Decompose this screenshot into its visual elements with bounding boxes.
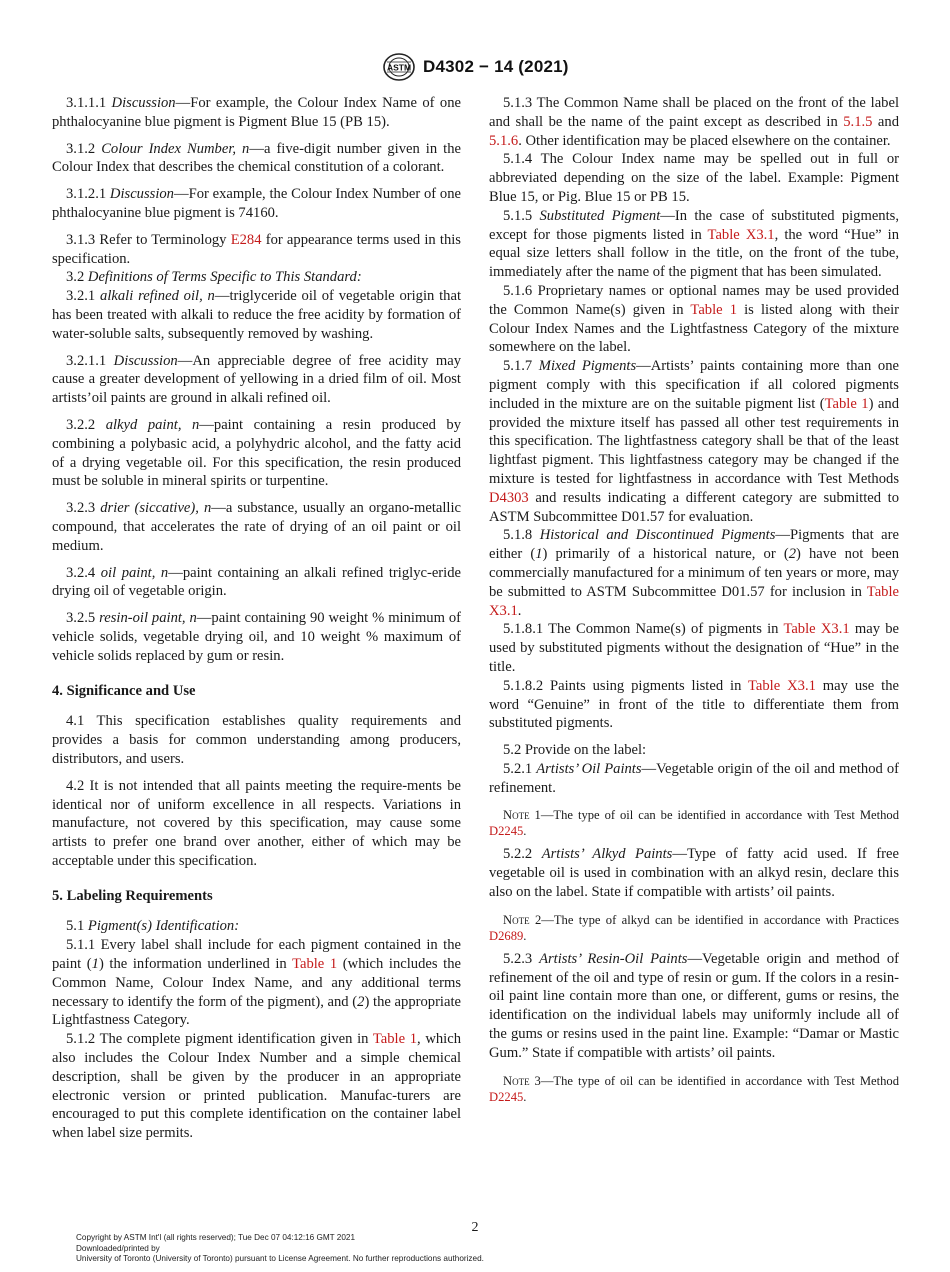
section-heading-4: 4. Significance and Use (52, 682, 196, 699)
para-5-2-2: 5.2.2 Artists’ Alkyd Paints—Type of fatty acid used. If free vegetable oil is used in combination with an alkyd resin, declare this also on the label. State if compatible with artists’ oil paints. (489, 846, 899, 901)
footer-line: Copyright by ASTM Int'l (all rights reserved); Tue Dec 07 04:12:16 GMT 2021 (76, 1233, 356, 1242)
para-5-1-2: 5.1.2 The complete pigment identification given in Table 1, which also includes the Colour Index Number and a simple chemical description, shall be given by the producer in an appropriate electronic version or printed publication. Manufac-turers are encouraged to put this complete identification on the container label when label size permits. (52, 1031, 461, 1142)
link-table-1[interactable]: Table 1 (372, 1031, 418, 1048)
link-table-1[interactable]: Table 1 (292, 956, 338, 973)
para-5-1-7: 5.1.7 Mixed Pigments—Artists’ paints containing more than one pigment comply with this specification if all colored pigments included in the mixture are on the suitable pigment list (Table 1) and provided the mixture itself has passed all other test requirements in this specification. The lightfastness category shall be that of the least lightfast pigment. This lightfastness category may be changed if the mixture is tested for lightfastness in accordance with Test Methods D4303 and results indicating a different category are submitted to ASTM Subcommittee D01.57 for evaluation. (489, 358, 899, 525)
link-d2245[interactable]: D2245 (489, 1089, 524, 1104)
logo-text: ASTM (386, 62, 412, 73)
para-3-2-1: 3.2.1 alkali refined oil, n—triglyceride oil of vegetable origin that has been treated with alkali to reduce the free acidity by formation of water-soluble salts, subsequently removed by washing. (52, 288, 462, 342)
link-table-1[interactable]: Table 1 (824, 395, 869, 412)
para-5-1-3: 5.1.3 The Common Name shall be placed on the front of the label and shall be the name of the paint except as described in 5.1.5 and 5.1.6. Other identification may be placed elsewhere on the container. (489, 95, 899, 149)
para-3-2-1-1: 3.2.1.1 Discussion—An appreciable degree of free acidity may cause a greater development of yellowing in a dried film of oil. Most artists’oil paints are ground in alkali refined oil. (52, 352, 461, 407)
para-5-1: 5.1 Pigment(s) Identification: (66, 918, 240, 935)
para-5-1-8-2: 5.1.8.2 Paints using pigments listed in Table X3.1 may use the word “Genuine” in front of the title to differentiate them from substituted pigments. (489, 677, 899, 732)
designation-title: D4302 − 14 (2021) (423, 57, 569, 76)
footer-line: Downloaded/printed by (76, 1243, 160, 1253)
para-3-2-5: 3.2.5 resin-oil paint, n—paint containing 90 weight % minimum of vehicle solids, vegetable drying oil, and 10 weight % maximum of vehicle solids replaced by gum or resin. (52, 610, 462, 664)
left-column (52, 94, 461, 1143)
link-table-x3-1[interactable]: Table X3.1 (783, 621, 850, 638)
para-4-1: 4.1 This specification establishes quality requirements and provides a basis for common understanding among producers, distributors, and users. (52, 713, 461, 767)
link-table-x3-1[interactable]: Table X3.1 (748, 677, 816, 694)
note-2: Note 2—The type of alkyd can be identified in accordance with Practices D2689. (489, 912, 899, 943)
para-5-2-3: 5.2.3 Artists’ Resin-Oil Paints—Vegetable origin and method of refinement of the oil and type of resin or gum. If the colors in a resin-oil paint line contain more than one, or different, gums or resins, the identification on the individual labels may uniformly include all of the gums or resins used in the paint line. Example: “Damar or Mastic Gum.” State if compatible with artists’ oil paints. (489, 950, 899, 1061)
para-5-1-6: 5.1.6 Proprietary names or optional names may be used provided the Common Name(s) given in Table 1 is listed along with their Colour Index Names and the Lightfastness Category of the mixture somewhere on the label. (489, 282, 899, 356)
link-5-1-5[interactable]: 5.1.5 (843, 113, 873, 130)
link-d2689[interactable]: D2689 (489, 928, 524, 943)
para-4-2: 4.2 It is not intended that all paints meeting the require-ments be identical nor of uniform excellence in all respects. Variations in manufacture, not covered by this specification, may cause some artists to prefer one brand over another, either of which may be acceptable under this specification. (52, 777, 461, 869)
link-5-1-6[interactable]: 5.1.6 (489, 132, 519, 149)
note-1: Note 1—The type of oil can be identified in accordance with Test Method D2245. (489, 808, 899, 839)
note-3: Note 3—The type of oil can be identified in accordance with Test Method D2245. (489, 1073, 899, 1104)
astm-logo-icon (382, 52, 416, 82)
para-5-1-8-1: 5.1.8.1 The Common Name(s) of pigments in Table X3.1 may be used by substituted pigments without the designation of “Hue” in the title. (489, 621, 900, 675)
footer-line: University of Toronto (University of Toronto) pursuant to License Agreement. No further reproductions authorized. (76, 1254, 484, 1263)
para-5-1-4: 5.1.4 The Colour Index name may be spelled out in full or abbreviated depending on the size of the label. Example: Pigment Blue 15, or Pig. Blue 15 or PB 15. (489, 151, 899, 205)
para-3-1-2: 3.1.2 Colour Index Number, n—a five-digit number given in the Colour Index that describes the chemical constitution of a colorant. (52, 140, 461, 176)
link-d2245[interactable]: D2245 (489, 824, 524, 839)
section-heading-5: 5. Labeling Requirements (52, 887, 213, 904)
link-table-x3-1[interactable]: Table X3.1 (707, 226, 775, 243)
page-number: 2 (471, 1220, 479, 1235)
link-e284[interactable]: E284 (230, 231, 262, 248)
para-3-2: 3.2 Definitions of Terms Specific to This Standard: (66, 269, 362, 286)
copyright-footer (76, 1233, 484, 1265)
page-header (0, 52, 950, 86)
para-3-1-2-1: 3.1.2.1 Discussion—For example, the Colour Index Number of one phthalocyanine blue pigment is 74160. (52, 186, 461, 221)
link-d4303[interactable]: D4303 (489, 489, 529, 506)
link-table-1[interactable]: Table 1 (690, 301, 738, 318)
para-3-1-3: 3.1.3 Refer to Terminology E284 for appearance terms used in this specification. (52, 231, 461, 267)
right-column (489, 94, 899, 1111)
para-3-1-1-1: 3.1.1.1 Discussion—For example, the Colour Index Name of one phthalocyanine blue pigment is Pigment Blue 15 (PB 15). (52, 95, 462, 130)
para-5-2: 5.2 Provide on the label: (503, 742, 647, 759)
para-5-1-8: 5.1.8 Historical and Discontinued Pigments—Pigments that are either (1) primarily of a historical nature, or (2) have not been commercially manufactured for a minimum of ten years or more, may be submitted to ASTM Subcommittee D01.57 for inclusion in Table X3.1. (489, 527, 899, 619)
para-3-2-4: 3.2.4 oil paint, n—paint containing an alkali refined triglyc-eride drying oil of vegetable origin. (52, 564, 461, 600)
para-5-2-1: 5.2.1 Artists’ Oil Paints—Vegetable origin of the oil and method of refinement. (489, 760, 899, 796)
para-5-1-5: 5.1.5 Substituted Pigment—In the case of substituted pigments, except for those pigments listed in Table X3.1, the word “Hue” in equal size letters shall follow in the title, on the front of the tube, immediately after the name of the pigment that has been simulated. (489, 207, 899, 281)
link-table-x3-1[interactable]: Table X3.1 (489, 583, 899, 619)
para-3-2-3: 3.2.3 drier (siccative), n—a substance, usually an organo-metallic compound, that accelerates the rate of drying of an oil paint or oil medium. (52, 500, 461, 554)
para-3-2-2: 3.2.2 alkyd paint, n—paint containing a resin produced by combining a polybasic acid, a polyhydric alcohol, and the fatty acid of a drying vegetable oil. For this specification, the resin produced must be soluble in mineral spirits or turpentine. (52, 416, 461, 490)
para-5-1-1: 5.1.1 Every label shall include for each pigment contained in the paint (1) the information underlined in Table 1 (which includes the Common Name, Colour Index Name, and any additional terms necessary to identify the form of the pigment), and (2) the appropriate Lightfastness Category. (52, 937, 461, 1029)
